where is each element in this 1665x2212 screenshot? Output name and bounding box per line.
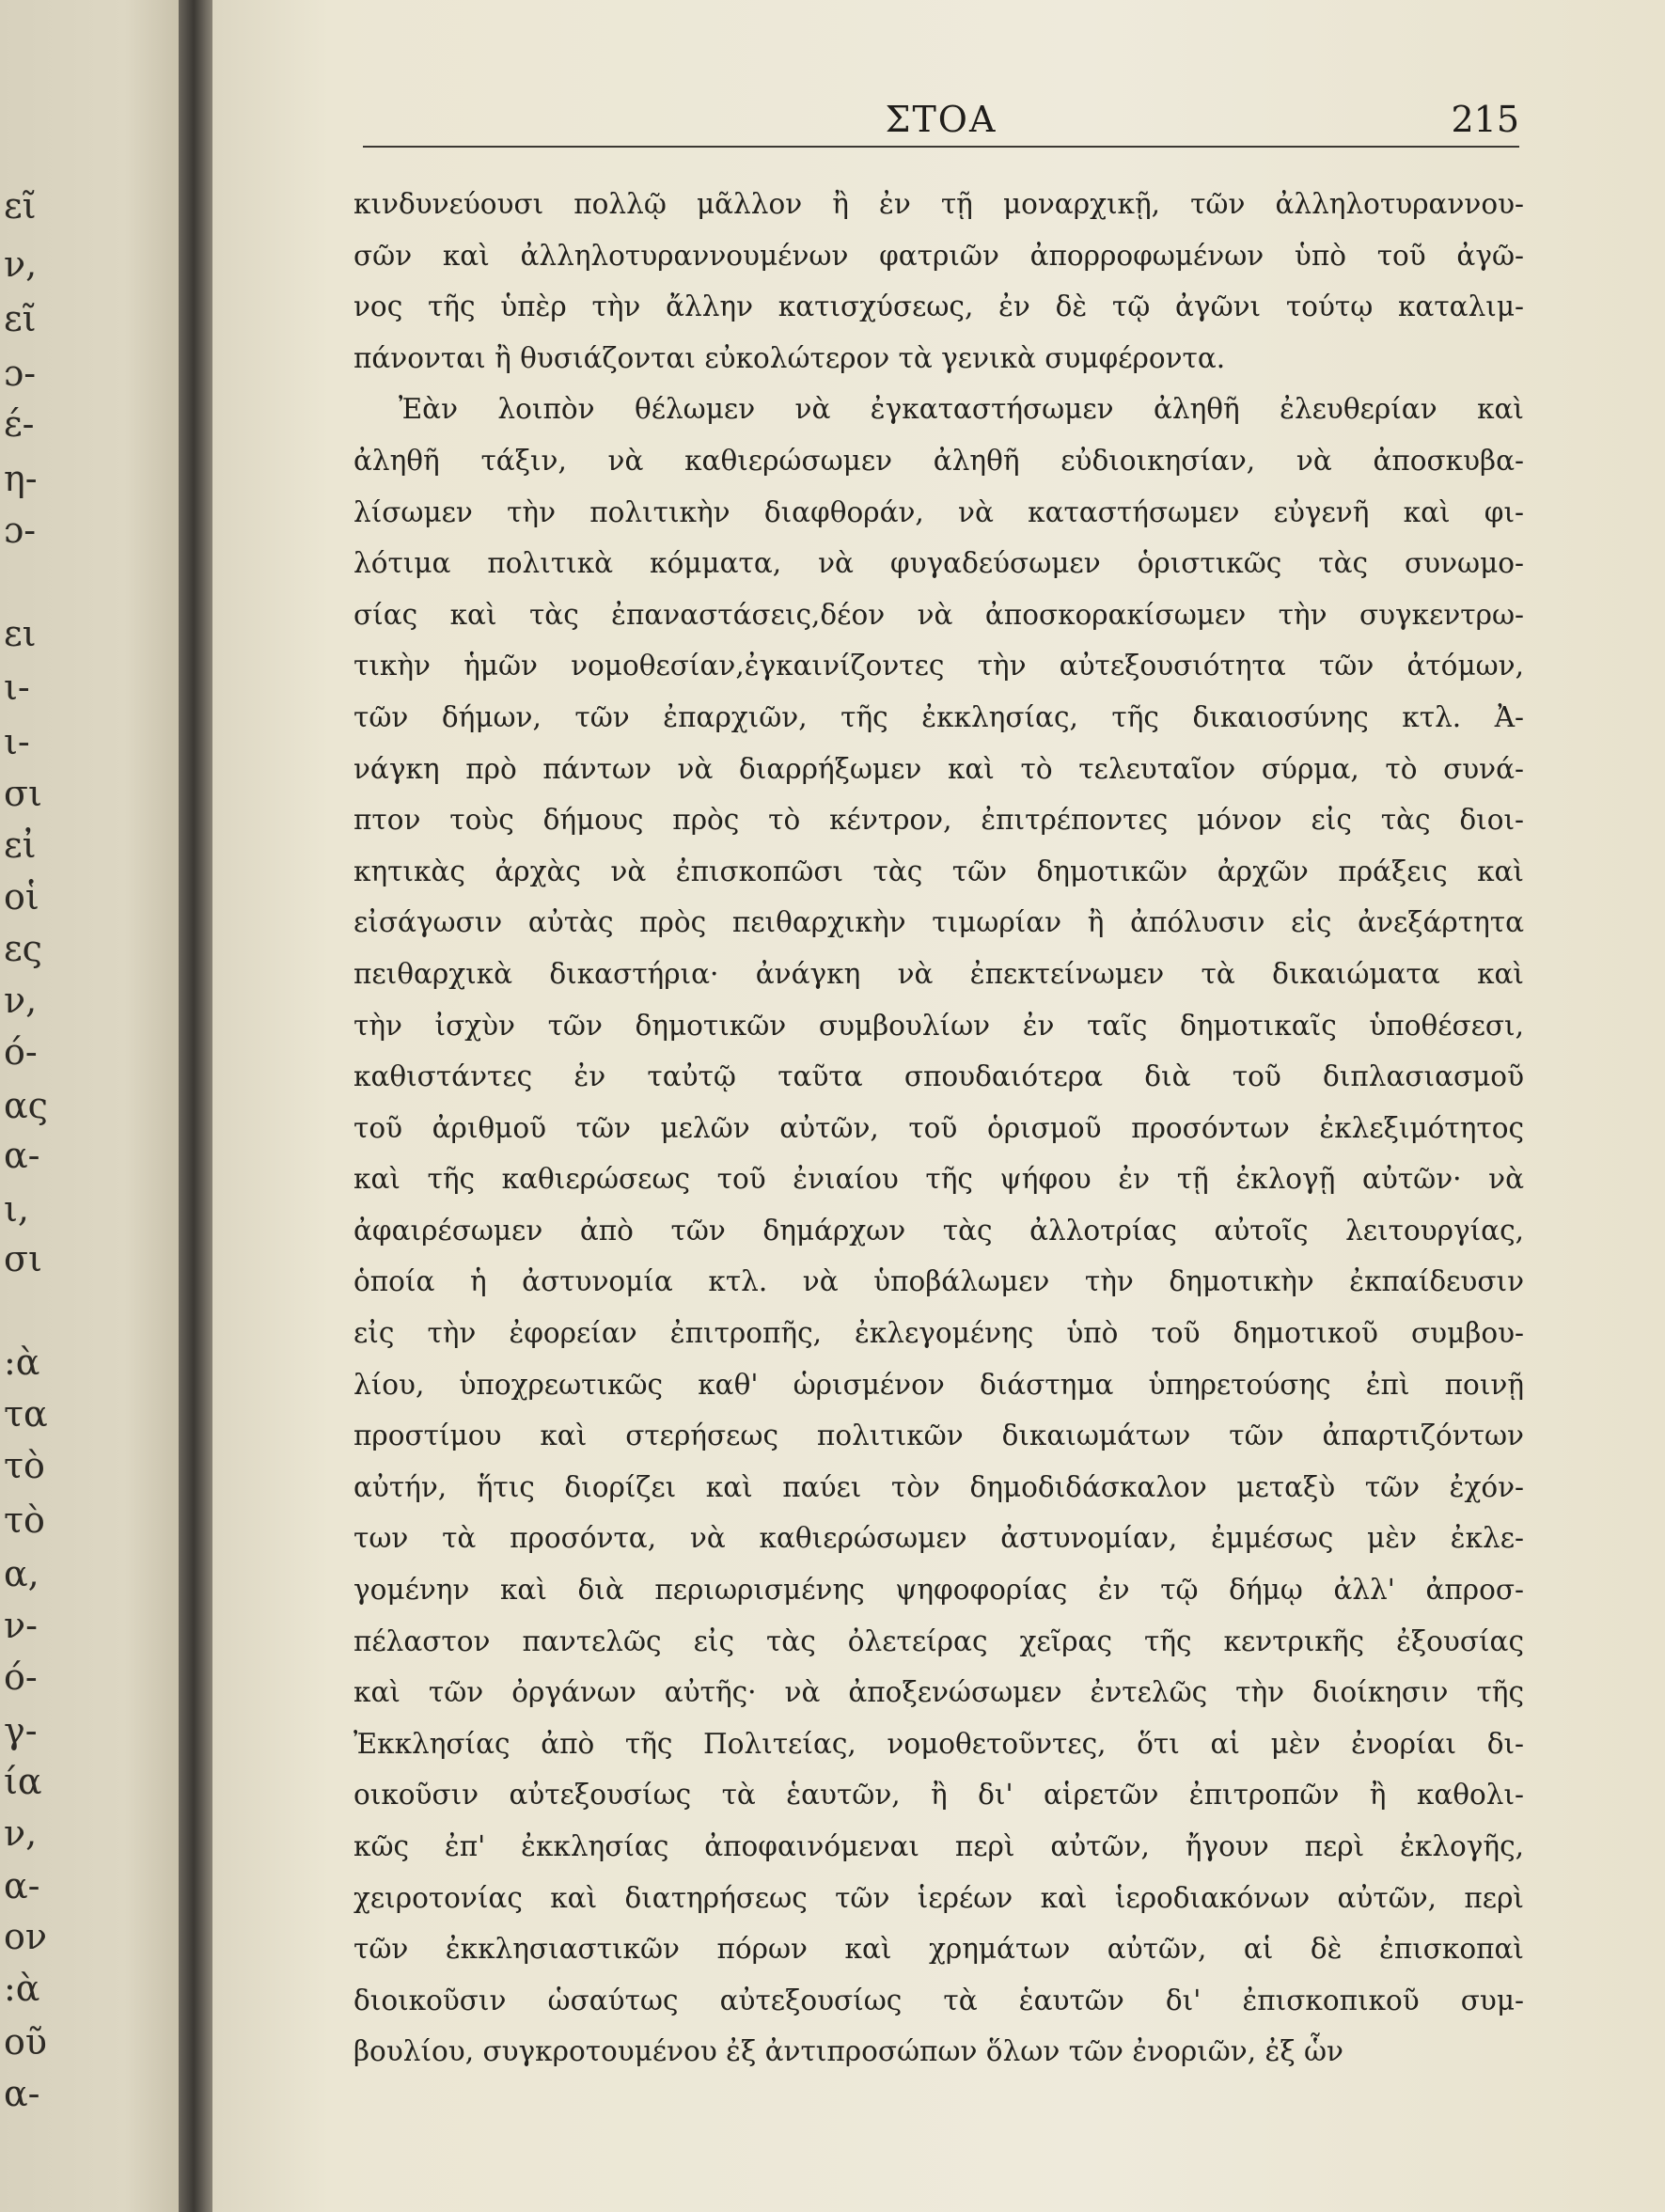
facing-page-fragment: ν, [4,980,38,1021]
text-line: εἰς τὴν ἐφορείαν ἐπιτροπῆς, ἐκλεγομένης ὑπὸ τοῦ δημοτικοῦ συμβου- [353,1317,1524,1350]
text-line: νος τῆς ὑπὲρ τὴν ἄλλην κατισχύσεως, ἐν δὲ τῷ ἀγῶνι τούτῳ καταλιμ- [353,290,1524,323]
text-line: σῶν καὶ ἀλληλοτυραννουμένων φατριῶν ἀπορροφωμένων ὑπὸ τοῦ ἀγῶ- [353,239,1524,272]
facing-page-fragment: οἱ [4,876,39,918]
text-line: λίου, ὑποχρεωτικῶς καθ' ὡρισμένον διάστημα ὑπηρετούσης ἐπὶ ποινῇ [353,1368,1524,1401]
text-line: κινδυνεύουσι πολλῷ μᾶλλον ἢ ἐν τῇ μοναρχικῇ, τῶν ἀλληλοτυραννου- [353,188,1524,220]
facing-page-fragment: ν, [4,1812,38,1854]
facing-page-fragment: τὸ [4,1445,45,1486]
facing-page-fragment: έ- [4,403,35,445]
text-line: τὴν ἰσχὺν τῶν δημοτικῶν συμβουλίων ἐν ταῖς δημοτικαῖς ὑποθέσεσι, [353,1009,1524,1042]
facing-page-fragment: α- [4,1865,40,1906]
text-line: χειροτονίας καὶ διατηρήσεως τῶν ἱερέων καὶ ἱεροδιακόνων αὐτῶν, περὶ [353,1881,1524,1914]
text-line: οικοῦσιν αὐτεξουσίως τὰ ἑαυτῶν, ἢ δι' αἱρετῶν ἐπιτροπῶν ἢ καθολι- [353,1779,1524,1812]
text-line: προστίμου καὶ στερήσεως πολιτικῶν δικαιωμάτων τῶν ἀπαρτιζόντων [353,1420,1524,1452]
text-line: κητικὰς ἀρχὰς νὰ ἐπισκοπῶσι τὰς τῶν δημοτικῶν ἀρχῶν πράξεις καὶ [353,855,1524,887]
facing-page-fragment: ό- [4,1656,38,1698]
facing-page-fragment: σι [4,773,42,814]
text-line: εἰσάγωσιν αὐτὰς πρὸς πειθαρχικὴν τιμωρίαν ἢ ἀπόλυσιν εἰς ἀνεξάρτητα [353,906,1524,939]
text-line: τικὴν ἡμῶν νομοθεσίαν,ἐγκαινίζοντες τὴν αὐτεξουσιότητα τῶν ἀτόμων, [353,650,1524,682]
facing-page-fragment: η- [4,458,38,499]
page-number: 215 [1451,99,1519,140]
facing-page-fragment: γ- [4,1710,38,1751]
facing-page-fragment: :ὰ [4,1968,40,2009]
facing-page-fragment: α- [4,1135,40,1176]
facing-page-fragment: ν- [4,1605,38,1646]
running-title: ΣΤΟΑ [885,99,997,140]
facing-page-fragment: ία [4,1761,42,1802]
facing-page-fragment: ɔ- [4,353,37,394]
text-line: ἀληθῆ τάξιν, νὰ καθιερώσωμεν ἀληθῆ εὐδιοικησίαν, νὰ ἀποσκυβα- [353,444,1524,477]
facing-page-fragment: ες [4,928,42,969]
text-line: λότιμα πολιτικὰ κόμματα, νὰ φυγαδεύσωμεν ὁριστικῶς τὰς συνωμο- [353,547,1524,580]
text-line: ἀφαιρέσωμεν ἀπὸ τῶν δημάρχων τὰς ἀλλοτρίας αὐτοῖς λειτουργίας, [353,1214,1524,1247]
running-header [363,89,1519,155]
text-line: σίας καὶ τὰς ἐπαναστάσεις,δέον νὰ ἀποσκορακίσωμεν τὴν συγκεντρω- [353,598,1524,631]
facing-page-fragment: ι- [4,721,30,762]
text-line: καὶ τῆς καθιερώσεως τοῦ ἐνιαίου τῆς ψήφου ἐν τῇ ἐκλογῇ αὐτῶν· νὰ [353,1163,1524,1196]
text-line: καὶ τῶν ὀργάνων αὐτῆς· νὰ ἀποξενώσωμεν ἐντελῶς τὴν διοίκησιν τῆς [353,1676,1524,1709]
facing-page-fragment: ι- [4,667,30,708]
text-line: νάγκη πρὸ πάντων νὰ διαρρήξωμεν καὶ τὸ τελευταῖον σύρμα, τὸ συνά- [353,752,1524,785]
body-text [353,179,1524,2078]
text-line: πέλαστον παντελῶς εἰς τὰς ὀλετείρας χεῖρας τῆς κεντρικῆς ἐξουσίας [353,1624,1524,1657]
facing-page-fragment: :ὰ [4,1341,40,1383]
facing-page-fragment: εῖ [4,185,37,227]
text-line: γομένην καὶ διὰ περιωρισμένης ψηφοφορίας ἐν τῷ δήμῳ ἀλλ' ἀπροσ- [353,1574,1524,1607]
text-line: πειθαρχικὰ δικαστήρια· ἀνάγκη νὰ ἐπεκτείνωμεν τὰ δικαιώματα καὶ [353,957,1524,990]
facing-page-fragment: ας [4,1085,48,1126]
facing-page-fragment: α- [4,2073,40,2114]
facing-page-fragment: ό- [4,1031,38,1073]
facing-page-fragment: ον [4,1916,47,1957]
text-line: τῶν δήμων, τῶν ἐπαρχιῶν, τῆς ἐκκλησίας, τῆς δικαιοσύνης κτλ. Ἀ- [353,700,1524,733]
text-line: αὐτήν, ἥτις διορίζει καὶ παύει τὸν δημοδιδάσκαλον μεταξὺ τῶν ἐχόν- [353,1470,1524,1503]
text-line: λίσωμεν τὴν πολιτικὴν διαφθοράν, νὰ καταστήσωμεν εὐγενῆ καὶ φι- [353,495,1524,528]
text-line: Ἐὰν λοιπὸν θέλωμεν νὰ ἐγκαταστήσωμεν ἀληθῆ ἐλευθερίαν καὶ [399,393,1524,426]
facing-page-fragment: σι [4,1238,42,1279]
text-line: διοικοῦσιν ὡσαύτως αὐτεξουσίως τὰ ἑαυτῶν δι' ἐπισκοπικοῦ συμ- [353,1984,1524,2016]
text-line: βουλίου, συγκροτουμένου ἐξ ἀντιπροσώπων ὅλων τῶν ἐνοριῶν, ἐξ ὧν [353,2035,1343,2068]
facing-page-fragment: ν, [4,243,38,285]
header-rule [363,146,1519,148]
facing-page-fragment: εἰ [4,824,37,866]
facing-page-fragment: ει [4,613,37,654]
text-line: Ἐκκλησίας ἀπὸ τῆς Πολιτείας, νομοθετοῦντες, ὅτι αἱ μὲν ἐνορίαι δι- [353,1727,1524,1760]
text-line: ὁποία ἡ ἀστυνομία κτλ. νὰ ὑποβάλωμεν τὴν δημοτικὴν ἐκπαίδευσιν [353,1265,1524,1298]
book-page [212,0,1665,2212]
facing-page-fragment: α, [4,1553,39,1594]
text-line: τοῦ ἀριθμοῦ τῶν μελῶν αὐτῶν, τοῦ ὁρισμοῦ προσόντων ἐκλεξιμότητος [353,1111,1524,1144]
facing-page-fragment: οῦ [4,2021,47,2063]
facing-page-fragment: τὸ [4,1499,45,1541]
text-line: τῶν ἐκκλησιαστικῶν πόρων καὶ χρημάτων αὐτῶν, αἱ δὲ ἐπισκοπαὶ [353,1933,1524,1966]
book-gutter [179,0,212,2212]
facing-page-fragment: εῖ [4,298,37,339]
text-line: πάνονται ἢ θυσιάζονται εὐκολώτερον τὰ γενικὰ συμφέροντα. [353,341,1226,374]
text-line: κῶς ἐπ' ἐκκλησίας ἀποφαινόμεναι περὶ αὐτῶν, ἤγουν περὶ ἐκλογῆς, [353,1830,1524,1862]
facing-page-fragment: ɔ- [4,510,37,551]
text-line: καθιστάντες ἐν ταὐτῷ ταῦτα σπουδαιότερα διὰ τοῦ διπλασιασμοῦ [353,1060,1524,1093]
facing-page-fragment: τα [4,1393,48,1435]
text-line: πτον τοὺς δήμους πρὸς τὸ κέντρον, ἐπιτρέποντες μόνον εἰς τὰς διοι- [353,804,1524,837]
text-line: των τὰ προσόντα, νὰ καθιερώσωμεν ἀστυνομίαν, ἐμμέσως μὲν ἐκλε- [353,1522,1524,1555]
facing-page-fragment: ι, [4,1188,29,1230]
facing-page-edge [0,0,179,2212]
